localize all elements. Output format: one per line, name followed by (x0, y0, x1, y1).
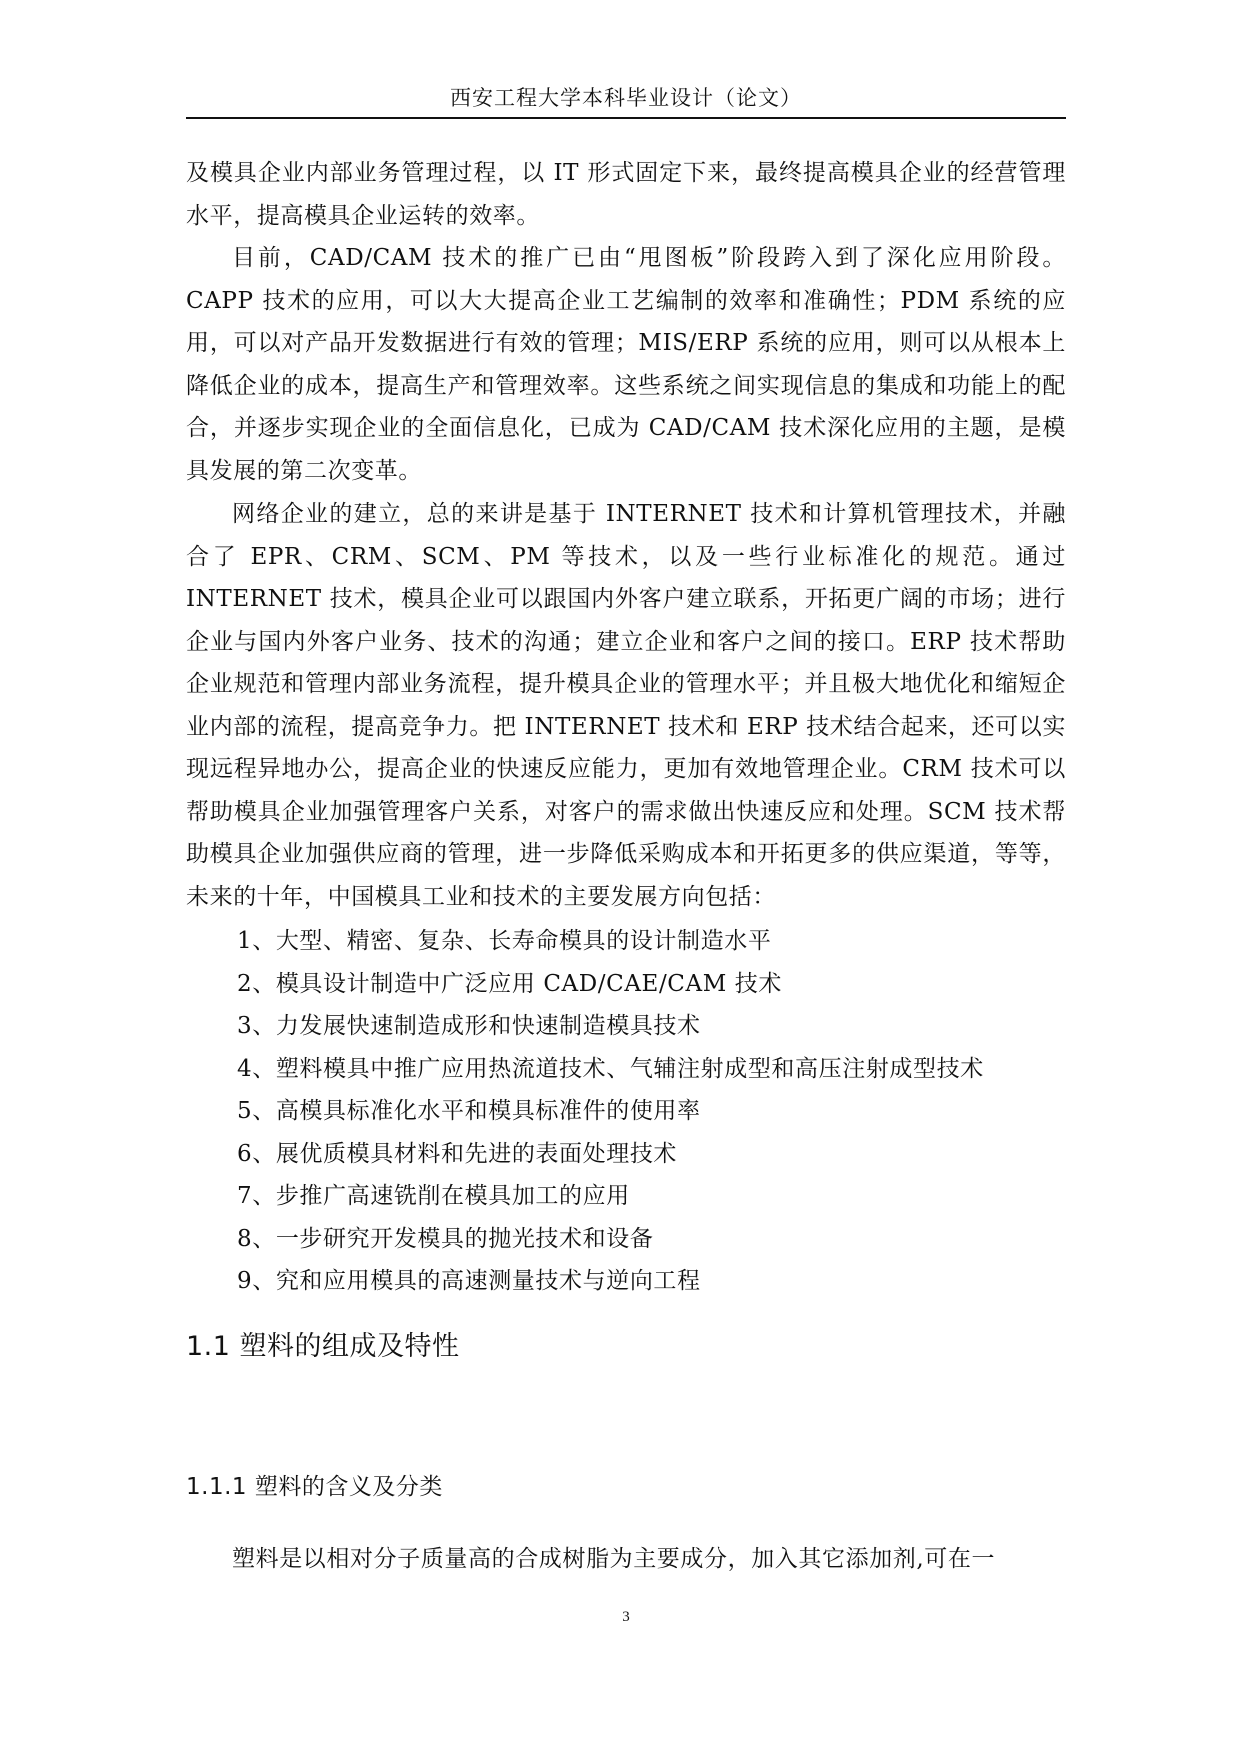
header-divider (186, 117, 1066, 119)
list-item: 2、模具设计制造中广泛应用 CAD/CAE/CAM 技术 (237, 970, 782, 997)
list-item: 7、步推广高速铣削在模具加工的应用 (237, 1183, 630, 1209)
development-directions-list (237, 920, 1066, 1303)
paragraph-2: 目前，CAD/CAM 技术的推广已由“甩图板”阶段跨入到了深化应用阶段。CAPP 技术的应用，可以大大提高企业工艺编制的效率和准确性；PDM 系统的应用，可以对产品开发数据进行有效的管理；MIS/ERP 系统的应用，则可以从根本上降低企业的成本，提高生产和管理效率。这些系统之间实现信息的集成和功能上的配合，并逐步实现企业的全面信息化，已成为 CAD/CAM 技术深化应用的主题，是模具发展的第二次变革。 (186, 245, 1066, 484)
paragraph-3: 网络企业的建立，总的来讲是基于 INTERNET 技术和计算机管理技术，并融合了 EPR、CRM、SCM、PM 等技术，以及一些行业标准化的规范。通过 INTERNET 技术，模具企业可以跟国内外客户建立联系，开拓更广阔的市场；进行企业与国内外客户业务、技术的沟通；建立企业和客户之间的接口。ERP 技术帮助企业规范和管理内部业务流程，提升模具企业的管理水平；并且极大地优化和缩短企业内部的流程，提高竞争力。把 INTERNET 技术和 ERP 技术结合起来，还可以实现远程异地办公，提高企业的快速反应能力，更加有效地管理企业。CRM 技术可以帮助模具企业加强管理客户关系，对客户的需求做出快速反应和处理。SCM 技术帮助模具企业加强供应商的管理，进一步降低采购成本和开拓更多的供应渠道，等等，未来的十年，中国模具工业和技术的主要发展方向包括： (186, 501, 1066, 910)
section-heading: 1.1 塑料的组成及特性 (186, 1331, 460, 1362)
list-item: 3、力发展快速制造成形和快速制造模具技术 (237, 1013, 701, 1039)
page-number: 3 (622, 1609, 630, 1625)
list-item: 5、高模具标准化水平和模具标准件的使用率 (237, 1098, 701, 1124)
paragraph-1: 及模具企业内部业务管理过程，以 IT 形式固定下来，最终提高模具企业的经营管理水平，提高模具企业运转的效率。 (186, 160, 1066, 229)
page-header-title: 西安工程大学本科毕业设计（论文） (450, 86, 802, 110)
list-item: 9、究和应用模具的高速测量技术与逆向工程 (237, 1268, 701, 1294)
list-item: 8、一步研究开发模具的抛光技术和设备 (237, 1225, 654, 1252)
list-item: 1、大型、精密、复杂、长寿命模具的设计制造水平 (237, 928, 772, 954)
list-item: 6、展优质模具材料和先进的表面处理技术 (237, 1140, 678, 1167)
list-item: 4、塑料模具中推广应用热流道技术、气辅注射成型和高压注射成型技术 (237, 1055, 984, 1082)
section-paragraph: 塑料是以相对分子质量高的合成树脂为主要成分，加入其它添加剂,可在一 (232, 1546, 996, 1572)
subsection-heading: 1.1.1 塑料的含义及分类 (186, 1474, 443, 1500)
